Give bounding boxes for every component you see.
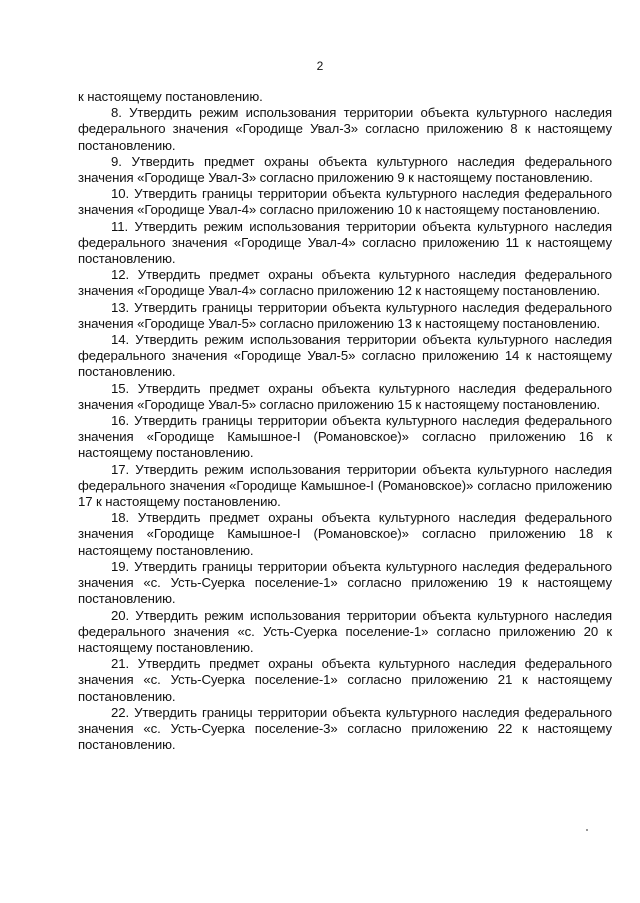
continuation-line: к настоящему постановлению. (78, 89, 263, 104)
paragraph-16: 16. Утвердить границы территории объекта культурного наследия федерального значения «Городище Камышное-I (Романовское)» согласно приложению 16 к настоящему постановлению. (78, 413, 612, 461)
paragraph-8: 8. Утвердить режим использования территории объекта культурного наследия федерального значения «Городище Увал-3» согласно приложению 8 к настоящему постановлению. (78, 105, 612, 153)
document-body (78, 89, 612, 753)
paragraph-22: 22. Утвердить границы территории объекта культурного наследия федерального значения «с. Усть-Суерка поселение-3» согласно приложению 22 к настоящему постановлению. (78, 704, 612, 753)
scan-speck (586, 829, 588, 831)
paragraph-14: 14. Утвердить режим использования территории объекта культурного наследия федерального значения «Городище Увал-5» согласно приложению 14 к настоящему постановлению. (78, 332, 612, 380)
paragraph-17: 17. Утвердить режим использования территории объекта культурного наследия федерального значения «Городище Камышное-I (Романовское)» согласно приложению 17 к настоящему постановлению. (78, 461, 612, 510)
paragraph-10: 10. Утвердить границы территории объекта культурного наследия федерального значения «Городище Увал-4» согласно приложению 10 к настоящему постановлению. (78, 186, 612, 218)
paragraph-12: 12. Утвердить предмет охраны объекта культурного наследия федерального значения «Городище Увал-4» согласно приложению 12 к настоящему постановлению. (78, 267, 612, 299)
page-number: 2 (316, 59, 324, 73)
paragraph-15: 15. Утвердить предмет охраны объекта культурного наследия федерального значения «Городище Увал-5» согласно приложению 15 к настоящему постановлению. (78, 380, 612, 412)
paragraph-20: 20. Утвердить режим использования территории объекта культурного наследия федерального значения «с. Усть-Суерка поселение-1» согласно приложению 20 к настоящему постановлению. (78, 607, 612, 655)
paragraph-19: 19. Утвердить границы территории объекта культурного наследия федерального значения «с. Усть-Суерка поселение-1» согласно приложению 19 к настоящему постановлению. (78, 558, 612, 607)
paragraph-13: 13. Утвердить границы территории объекта культурного наследия федерального значения «Городище Увал-5» согласно приложению 13 к настоящему постановлению. (78, 299, 612, 331)
paragraph-18: 18. Утвердить предмет охраны объекта культурного наследия федерального значения «Городище Камышное-I (Романовское)» согласно приложению 18 к настоящему постановлению. (78, 510, 612, 558)
paragraph-9: 9. Утвердить предмет охраны объекта культурного наследия федерального значения «Городище Увал-3» согласно приложению 9 к настоящему постановлению. (78, 153, 612, 186)
paragraph-11: 11. Утвердить режим использования территории объекта культурного наследия федерального значения «Городище Увал-4» согласно приложению 11 к настоящему постановлению. (78, 218, 612, 267)
paragraph-21: 21. Утвердить предмет охраны объекта культурного наследия федерального значения «с. Усть-Суерка поселение-1» согласно приложению 21 к настоящему постановлению. (78, 656, 612, 704)
